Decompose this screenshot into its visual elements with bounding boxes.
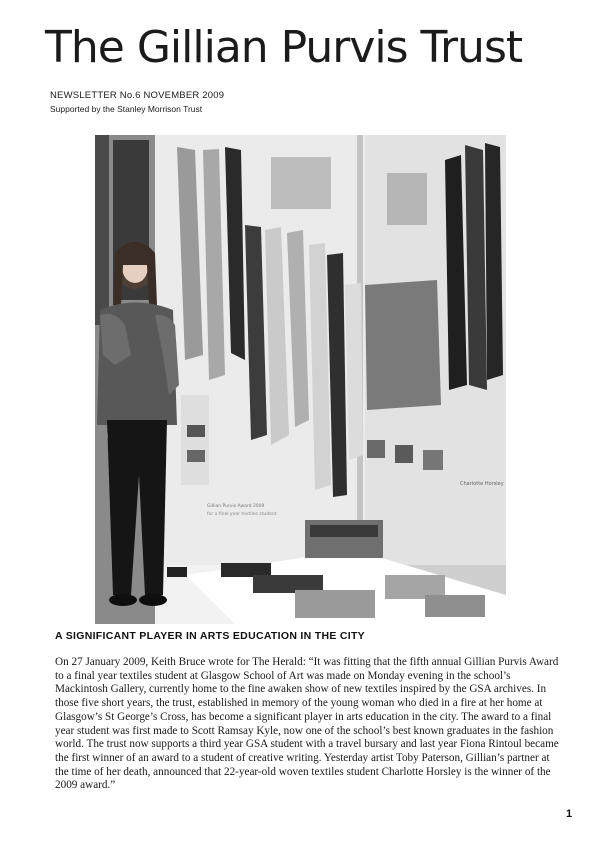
photo-illustration	[95, 135, 506, 624]
article-headline: A SIGNIFICANT PLAYER IN ARTS EDUCATION IN THE CITY	[55, 630, 365, 642]
page-title: The Gillian Purvis Trust	[45, 22, 523, 73]
award-caption-line1: Gillian Purvis Award 2009	[207, 504, 265, 509]
award-caption-line2: for a final year textiles student	[207, 512, 277, 517]
wall-label: Charlotte Horsley	[460, 481, 504, 487]
supported-by: Supported by the Stanley Morrison Trust	[50, 104, 203, 114]
article-body: On 27 January 2009, Keith Bruce wrote for The Herald: “It was fitting that the fifth annual Gillian Purvis Award to a final year textiles student at Glasgow School of Art was made on Monday evening in the school’s Mackintosh Gallery, currently home to the fine awaken show of new textiles inspired by the GSA archives. In those five short years, the trust, established in memory of the young woman who died in a fire at her home at Glasgow’s St George’s Cross, has become a significant player in arts education in the city. The award to a final year student was first made to Scott Ramsay Kyle, now one of the school’s best known graduates in the fashion world. The trust now supports a third year GSA student with a travel bursary and last year Fiona Rintoul became the first winner of an award to a student of creative writing. Yesterday artist Toby Paterson, Gillian’s partner at the time of her death, announced that 22-year-old woven textiles student Charlotte Horsley is the winner of the 2009 award.”	[55, 656, 559, 792]
page-number: 1	[566, 808, 573, 820]
newsletter-issue: NEWSLETTER No.6 NOVEMBER 2009	[50, 90, 225, 101]
exhibition-photo	[95, 135, 506, 624]
